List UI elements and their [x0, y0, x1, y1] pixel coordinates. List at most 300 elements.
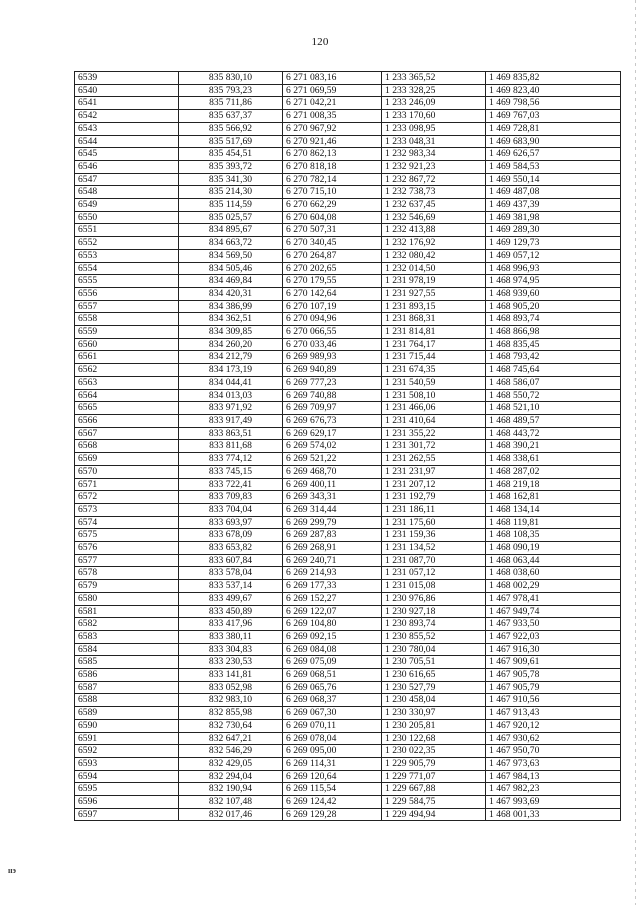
coord-x2-cell: 1 231 715,44	[382, 351, 486, 364]
point-number-cell: 6566	[75, 414, 179, 427]
coord-y-cell: 6 269 343,31	[283, 491, 382, 504]
table-row	[75, 427, 621, 440]
table-row	[75, 389, 621, 402]
coord-x2-cell: 1 233 048,31	[382, 135, 486, 148]
coord-y2-cell: 1 468 835,45	[486, 338, 621, 351]
coord-x2-cell: 1 231 466,06	[382, 402, 486, 415]
coord-y2-cell: 1 468 893,74	[486, 313, 621, 326]
point-number-cell: 6591	[75, 732, 179, 745]
coord-x-cell: 833 745,15	[179, 465, 283, 478]
point-number-cell: 6578	[75, 567, 179, 580]
coord-x2-cell: 1 232 637,45	[382, 199, 486, 212]
table-row	[75, 491, 621, 504]
point-number-cell: 6565	[75, 402, 179, 415]
coord-x-cell: 835 454,51	[179, 148, 283, 161]
coord-y2-cell: 1 468 090,19	[486, 542, 621, 555]
coord-x-cell: 835 637,37	[179, 110, 283, 123]
coord-x2-cell: 1 229 494,94	[382, 808, 486, 821]
footer-mark: ııэ	[8, 866, 16, 875]
coord-y-cell: 6 269 314,44	[283, 503, 382, 516]
point-number-cell: 6539	[75, 72, 179, 85]
point-number-cell: 6540	[75, 84, 179, 97]
coord-x-cell: 835 114,59	[179, 199, 283, 212]
coord-y-cell: 6 269 078,04	[283, 732, 382, 745]
coord-x-cell: 835 025,57	[179, 211, 283, 224]
coord-y-cell: 6 269 095,00	[283, 745, 382, 758]
table-row	[75, 529, 621, 542]
coord-y-cell: 6 269 115,54	[283, 783, 382, 796]
page-number: 120	[311, 36, 329, 48]
coord-x-cell: 834 309,85	[179, 326, 283, 339]
table-row	[75, 300, 621, 313]
coord-y2-cell: 1 468 793,42	[486, 351, 621, 364]
coord-y2-cell: 1 469 835,82	[486, 72, 621, 85]
coord-x-cell: 832 647,21	[179, 732, 283, 745]
coord-y2-cell: 1 468 866,98	[486, 326, 621, 339]
coord-y2-cell: 1 468 974,95	[486, 275, 621, 288]
point-number-cell: 6560	[75, 338, 179, 351]
coord-x-cell: 835 566,92	[179, 122, 283, 135]
coord-y2-cell: 1 469 767,03	[486, 110, 621, 123]
coord-x2-cell: 1 231 355,22	[382, 427, 486, 440]
coord-x-cell: 833 693,97	[179, 516, 283, 529]
coordinates-table-body	[75, 72, 621, 821]
coord-y2-cell: 1 469 683,90	[486, 135, 621, 148]
coord-x2-cell: 1 232 014,50	[382, 262, 486, 275]
table-row	[75, 669, 621, 682]
table-row	[75, 630, 621, 643]
point-number-cell: 6548	[75, 186, 179, 199]
table-row	[75, 160, 621, 173]
coord-x2-cell: 1 231 674,35	[382, 364, 486, 377]
coord-x2-cell: 1 231 231,97	[382, 465, 486, 478]
coord-y2-cell: 1 467 930,62	[486, 732, 621, 745]
coord-x-cell: 835 830,10	[179, 72, 283, 85]
coord-y2-cell: 1 469 584,53	[486, 160, 621, 173]
coord-y-cell: 6 271 008,35	[283, 110, 382, 123]
coord-x-cell: 834 895,67	[179, 224, 283, 237]
point-number-cell: 6588	[75, 694, 179, 707]
coord-y-cell: 6 269 740,88	[283, 389, 382, 402]
coord-y2-cell: 1 468 521,10	[486, 402, 621, 415]
coord-y2-cell: 1 468 939,60	[486, 287, 621, 300]
coord-y-cell: 6 269 068,37	[283, 694, 382, 707]
coord-y2-cell: 1 469 626,57	[486, 148, 621, 161]
coord-x2-cell: 1 230 205,81	[382, 719, 486, 732]
table-row	[75, 605, 621, 618]
coord-x2-cell: 1 233 170,60	[382, 110, 486, 123]
coord-y-cell: 6 270 066,55	[283, 326, 382, 339]
table-row	[75, 173, 621, 186]
coord-x2-cell: 1 231 764,17	[382, 338, 486, 351]
coord-x2-cell: 1 230 022,35	[382, 745, 486, 758]
table-row	[75, 249, 621, 262]
coord-y2-cell: 1 467 949,74	[486, 605, 621, 618]
coord-x2-cell: 1 230 976,86	[382, 592, 486, 605]
coord-y-cell: 6 270 782,14	[283, 173, 382, 186]
point-number-cell: 6594	[75, 770, 179, 783]
coord-y-cell: 6 270 921,46	[283, 135, 382, 148]
coord-x2-cell: 1 230 893,74	[382, 618, 486, 631]
coord-x-cell: 833 811,68	[179, 440, 283, 453]
point-number-cell: 6580	[75, 592, 179, 605]
coord-y-cell: 6 270 862,13	[283, 148, 382, 161]
coord-y2-cell: 1 469 437,39	[486, 199, 621, 212]
coord-x2-cell: 1 233 098,95	[382, 122, 486, 135]
table-row	[75, 326, 621, 339]
table-row	[75, 643, 621, 656]
coord-x2-cell: 1 230 705,51	[382, 656, 486, 669]
table-row	[75, 796, 621, 809]
coord-x-cell: 833 417,96	[179, 618, 283, 631]
coord-y-cell: 6 270 662,29	[283, 199, 382, 212]
coord-x2-cell: 1 231 814,81	[382, 326, 486, 339]
table-row	[75, 554, 621, 567]
coord-x-cell: 833 722,41	[179, 478, 283, 491]
coord-x-cell: 832 017,46	[179, 808, 283, 821]
coord-x2-cell: 1 231 262,55	[382, 453, 486, 466]
coord-y-cell: 6 269 075,09	[283, 656, 382, 669]
table-row	[75, 783, 621, 796]
coord-x-cell: 834 420,31	[179, 287, 283, 300]
coord-x-cell: 835 341,30	[179, 173, 283, 186]
coord-x2-cell: 1 230 458,04	[382, 694, 486, 707]
coord-y2-cell: 1 468 905,20	[486, 300, 621, 313]
coord-y2-cell: 1 467 973,63	[486, 757, 621, 770]
coord-x2-cell: 1 232 546,69	[382, 211, 486, 224]
coord-y-cell: 6 271 069,59	[283, 84, 382, 97]
coord-x2-cell: 1 232 176,92	[382, 237, 486, 250]
point-number-cell: 6563	[75, 376, 179, 389]
point-number-cell: 6577	[75, 554, 179, 567]
table-row	[75, 84, 621, 97]
point-number-cell: 6595	[75, 783, 179, 796]
coord-y-cell: 6 269 114,31	[283, 757, 382, 770]
table-row	[75, 516, 621, 529]
coord-y2-cell: 1 468 287,02	[486, 465, 621, 478]
coord-x-cell: 833 537,14	[179, 580, 283, 593]
coord-x-cell: 833 578,04	[179, 567, 283, 580]
table-row	[75, 224, 621, 237]
coord-y2-cell: 1 468 219,18	[486, 478, 621, 491]
coord-x2-cell: 1 231 186,11	[382, 503, 486, 516]
coord-x-cell: 833 380,11	[179, 630, 283, 643]
coord-y2-cell: 1 468 063,44	[486, 554, 621, 567]
table-row	[75, 694, 621, 707]
coord-x-cell: 832 107,48	[179, 796, 283, 809]
coord-x-cell: 834 663,72	[179, 237, 283, 250]
coord-y2-cell: 1 468 443,72	[486, 427, 621, 440]
coord-y-cell: 6 269 177,33	[283, 580, 382, 593]
table-row	[75, 732, 621, 745]
coord-y-cell: 6 270 179,55	[283, 275, 382, 288]
table-row	[75, 364, 621, 377]
coord-y-cell: 6 270 715,10	[283, 186, 382, 199]
coord-y2-cell: 1 467 909,61	[486, 656, 621, 669]
coord-x-cell: 834 386,99	[179, 300, 283, 313]
point-number-cell: 6575	[75, 529, 179, 542]
coord-y-cell: 6 269 676,73	[283, 414, 382, 427]
coord-x-cell: 834 362,51	[179, 313, 283, 326]
table-row	[75, 808, 621, 821]
coord-x-cell: 834 173,19	[179, 364, 283, 377]
point-number-cell: 6545	[75, 148, 179, 161]
coord-x-cell: 833 704,04	[179, 503, 283, 516]
coord-y-cell: 6 269 068,51	[283, 669, 382, 682]
coord-x2-cell: 1 231 159,36	[382, 529, 486, 542]
coord-y-cell: 6 269 629,17	[283, 427, 382, 440]
table-row	[75, 148, 621, 161]
coord-y-cell: 6 269 152,27	[283, 592, 382, 605]
point-number-cell: 6592	[75, 745, 179, 758]
table-row	[75, 719, 621, 732]
coord-y2-cell: 1 468 108,35	[486, 529, 621, 542]
point-number-cell: 6559	[75, 326, 179, 339]
coord-y-cell: 6 269 287,83	[283, 529, 382, 542]
coord-x-cell: 832 546,29	[179, 745, 283, 758]
coord-x-cell: 833 653,82	[179, 542, 283, 555]
coord-y-cell: 6 269 084,08	[283, 643, 382, 656]
point-number-cell: 6585	[75, 656, 179, 669]
coord-x2-cell: 1 230 855,52	[382, 630, 486, 643]
point-number-cell: 6542	[75, 110, 179, 123]
table-row	[75, 351, 621, 364]
coord-y2-cell: 1 467 916,30	[486, 643, 621, 656]
coord-y2-cell: 1 468 745,64	[486, 364, 621, 377]
coord-x2-cell: 1 232 738,73	[382, 186, 486, 199]
coord-y-cell: 6 270 142,64	[283, 287, 382, 300]
point-number-cell: 6558	[75, 313, 179, 326]
coord-y2-cell: 1 467 905,78	[486, 669, 621, 682]
coord-y-cell: 6 269 574,02	[283, 440, 382, 453]
coord-x-cell: 834 044,41	[179, 376, 283, 389]
coord-x2-cell: 1 231 134,52	[382, 542, 486, 555]
coord-x-cell: 834 469,84	[179, 275, 283, 288]
coord-y-cell: 6 269 240,71	[283, 554, 382, 567]
coord-y-cell: 6 270 264,87	[283, 249, 382, 262]
coord-y-cell: 6 269 070,11	[283, 719, 382, 732]
point-number-cell: 6574	[75, 516, 179, 529]
coord-x2-cell: 1 232 983,34	[382, 148, 486, 161]
table-row	[75, 199, 621, 212]
coord-y-cell: 6 269 065,76	[283, 681, 382, 694]
coord-y2-cell: 1 468 162,81	[486, 491, 621, 504]
table-row	[75, 97, 621, 110]
table-row	[75, 757, 621, 770]
point-number-cell: 6579	[75, 580, 179, 593]
point-number-cell: 6544	[75, 135, 179, 148]
coord-y-cell: 6 270 604,08	[283, 211, 382, 224]
coord-x-cell: 835 793,23	[179, 84, 283, 97]
point-number-cell: 6550	[75, 211, 179, 224]
table-row	[75, 478, 621, 491]
coord-x2-cell: 1 230 122,68	[382, 732, 486, 745]
table-row	[75, 211, 621, 224]
point-number-cell: 6590	[75, 719, 179, 732]
coord-y2-cell: 1 469 057,12	[486, 249, 621, 262]
coord-y-cell: 6 270 033,46	[283, 338, 382, 351]
coord-x2-cell: 1 229 584,75	[382, 796, 486, 809]
coord-y2-cell: 1 468 002,29	[486, 580, 621, 593]
coord-x2-cell: 1 231 175,60	[382, 516, 486, 529]
coord-y2-cell: 1 468 586,07	[486, 376, 621, 389]
coord-y2-cell: 1 468 489,57	[486, 414, 621, 427]
coord-x2-cell: 1 230 527,79	[382, 681, 486, 694]
table-row	[75, 707, 621, 720]
coord-y2-cell: 1 469 728,81	[486, 122, 621, 135]
table-row	[75, 186, 621, 199]
coord-y-cell: 6 269 709,97	[283, 402, 382, 415]
coord-x-cell: 832 429,05	[179, 757, 283, 770]
point-number-cell: 6561	[75, 351, 179, 364]
point-number-cell: 6547	[75, 173, 179, 186]
table-row	[75, 681, 621, 694]
coord-y-cell: 6 270 967,92	[283, 122, 382, 135]
table-row	[75, 745, 621, 758]
table-row	[75, 110, 621, 123]
coord-x2-cell: 1 232 867,72	[382, 173, 486, 186]
point-number-cell: 6557	[75, 300, 179, 313]
coord-x2-cell: 1 230 330,97	[382, 707, 486, 720]
table-row	[75, 122, 621, 135]
coord-x-cell: 832 190,94	[179, 783, 283, 796]
coord-y2-cell: 1 469 487,08	[486, 186, 621, 199]
point-number-cell: 6570	[75, 465, 179, 478]
coord-y-cell: 6 269 777,23	[283, 376, 382, 389]
coord-x2-cell: 1 231 540,59	[382, 376, 486, 389]
point-number-cell: 6564	[75, 389, 179, 402]
coord-y-cell: 6 269 104,80	[283, 618, 382, 631]
coord-y-cell: 6 270 340,45	[283, 237, 382, 250]
coord-y2-cell: 1 467 922,03	[486, 630, 621, 643]
coord-y-cell: 6 270 202,65	[283, 262, 382, 275]
coord-y-cell: 6 269 989,93	[283, 351, 382, 364]
coord-y2-cell: 1 467 982,23	[486, 783, 621, 796]
coord-y-cell: 6 270 507,31	[283, 224, 382, 237]
coord-x2-cell: 1 232 413,88	[382, 224, 486, 237]
coord-x2-cell: 1 231 192,79	[382, 491, 486, 504]
point-number-cell: 6576	[75, 542, 179, 555]
point-number-cell: 6551	[75, 224, 179, 237]
point-number-cell: 6587	[75, 681, 179, 694]
coord-y2-cell: 1 467 910,56	[486, 694, 621, 707]
point-number-cell: 6572	[75, 491, 179, 504]
coord-x-cell: 834 569,50	[179, 249, 283, 262]
point-number-cell: 6546	[75, 160, 179, 173]
table-row	[75, 287, 621, 300]
coord-y2-cell: 1 469 798,56	[486, 97, 621, 110]
coord-y2-cell: 1 467 950,70	[486, 745, 621, 758]
point-number-cell: 6549	[75, 199, 179, 212]
coord-y2-cell: 1 467 993,69	[486, 796, 621, 809]
coord-y-cell: 6 269 122,07	[283, 605, 382, 618]
point-number-cell: 6555	[75, 275, 179, 288]
coord-x-cell: 832 855,98	[179, 707, 283, 720]
coord-x-cell: 833 774,12	[179, 453, 283, 466]
coord-y2-cell: 1 467 933,50	[486, 618, 621, 631]
coord-x2-cell: 1 231 410,64	[382, 414, 486, 427]
coord-x2-cell: 1 231 057,12	[382, 567, 486, 580]
point-number-cell: 6562	[75, 364, 179, 377]
coord-y2-cell: 1 469 381,98	[486, 211, 621, 224]
coord-x-cell: 833 607,84	[179, 554, 283, 567]
coord-x2-cell: 1 233 328,25	[382, 84, 486, 97]
coordinates-table	[74, 71, 621, 821]
coord-x-cell: 832 983,10	[179, 694, 283, 707]
coord-y2-cell: 1 469 129,73	[486, 237, 621, 250]
coord-x2-cell: 1 229 667,88	[382, 783, 486, 796]
coord-x-cell: 832 730,64	[179, 719, 283, 732]
coord-y-cell: 6 270 094,96	[283, 313, 382, 326]
coord-y-cell: 6 269 299,79	[283, 516, 382, 529]
coord-x-cell: 833 052,98	[179, 681, 283, 694]
coord-x-cell: 834 013,03	[179, 389, 283, 402]
coord-x2-cell: 1 233 365,52	[382, 72, 486, 85]
coord-x2-cell: 1 229 905,79	[382, 757, 486, 770]
coord-y-cell: 6 269 214,93	[283, 567, 382, 580]
point-number-cell: 6586	[75, 669, 179, 682]
point-number-cell: 6568	[75, 440, 179, 453]
table-row	[75, 376, 621, 389]
coord-x-cell: 833 499,67	[179, 592, 283, 605]
coord-y2-cell: 1 468 550,72	[486, 389, 621, 402]
coord-x-cell: 833 971,92	[179, 402, 283, 415]
coord-x2-cell: 1 233 246,09	[382, 97, 486, 110]
point-number-cell: 6589	[75, 707, 179, 720]
table-row	[75, 580, 621, 593]
coord-x2-cell: 1 230 780,04	[382, 643, 486, 656]
coord-y-cell: 6 269 124,42	[283, 796, 382, 809]
point-number-cell: 6593	[75, 757, 179, 770]
table-row	[75, 237, 621, 250]
coord-x-cell: 835 517,69	[179, 135, 283, 148]
table-row	[75, 542, 621, 555]
coord-x2-cell: 1 231 508,10	[382, 389, 486, 402]
coord-y-cell: 6 271 083,16	[283, 72, 382, 85]
coord-x-cell: 833 917,49	[179, 414, 283, 427]
table-row	[75, 313, 621, 326]
coord-x-cell: 835 214,30	[179, 186, 283, 199]
coord-x2-cell: 1 231 301,72	[382, 440, 486, 453]
point-number-cell: 6569	[75, 453, 179, 466]
coord-x-cell: 833 141,81	[179, 669, 283, 682]
table-row	[75, 503, 621, 516]
coord-y-cell: 6 270 107,19	[283, 300, 382, 313]
point-number-cell: 6553	[75, 249, 179, 262]
coord-x2-cell: 1 231 868,31	[382, 313, 486, 326]
point-number-cell: 6573	[75, 503, 179, 516]
coord-y2-cell: 1 468 390,21	[486, 440, 621, 453]
coord-x2-cell: 1 231 087,70	[382, 554, 486, 567]
coord-y2-cell: 1 467 984,13	[486, 770, 621, 783]
point-number-cell: 6567	[75, 427, 179, 440]
coord-x2-cell: 1 232 921,23	[382, 160, 486, 173]
coord-y-cell: 6 269 120,64	[283, 770, 382, 783]
coord-y-cell: 6 269 521,22	[283, 453, 382, 466]
coord-y-cell: 6 270 818,18	[283, 160, 382, 173]
coord-y2-cell: 1 468 119,81	[486, 516, 621, 529]
coord-x-cell: 833 678,09	[179, 529, 283, 542]
coord-x2-cell: 1 231 978,19	[382, 275, 486, 288]
point-number-cell: 6581	[75, 605, 179, 618]
coord-x-cell: 833 863,51	[179, 427, 283, 440]
coord-y2-cell: 1 469 823,40	[486, 84, 621, 97]
point-number-cell: 6556	[75, 287, 179, 300]
coord-y-cell: 6 269 400,11	[283, 478, 382, 491]
coord-y-cell: 6 271 042,21	[283, 97, 382, 110]
coord-x-cell: 833 450,89	[179, 605, 283, 618]
coord-x2-cell: 1 230 616,65	[382, 669, 486, 682]
